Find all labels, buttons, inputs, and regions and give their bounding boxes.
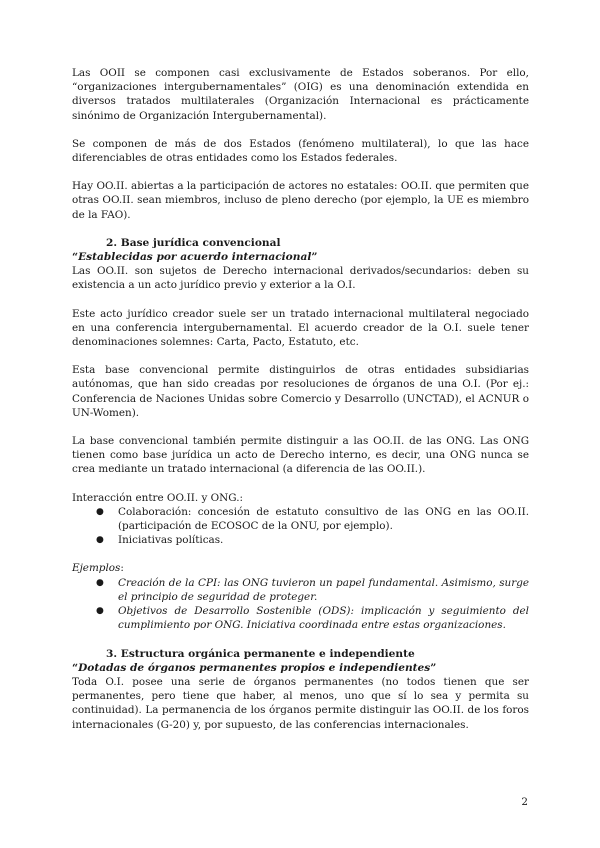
section-2-paragraph-3: Esta base convencional permite distinguirlos de otras entidades subsidiarias autónomas, que han sido creadas por resoluciones de órganos de una O.I. (Por ej.: Conferencia de Naciones Unidas sobre Comercio y Desarrollo (UNCTAD), el ACNUR o UN-Women). [72, 364, 529, 419]
examples-title: Ejemplos: [72, 562, 124, 575]
section-2-paragraph-2: Este acto jurídico creador suele ser un tratado internacional multilateral negociado en una conferencia intergubernamental. El acuerdo creador de la O.I. suele tener denominaciones solemnes: Carta, Pacto, Estatuto, etc. [72, 307, 529, 349]
list-item: ● Creación de la CPI: las ONG tuvieron un papel fundamental. Asimismo, surge el principio de seguridad de proteger. [96, 576, 529, 603]
document-page [72, 66, 529, 732]
examples-list [72, 576, 529, 633]
bullet-icon: ● [96, 506, 104, 517]
section-2-paragraph-1: Las OO.II. son sujetos de Derecho internacional derivados/secundarios: deben su existencia a un acto jurídico previo y exterior a la O.I. [72, 265, 529, 292]
section-3-paragraph-1: Toda O.I. posee una serie de órganos permanentes (no todos tienen que ser permanentes, pero tiene que haber, al menos, uno que sí lo sea y permita su continuidad). La permanencia de los órganos permite distinguir las OO.II. de los foros internacionales (G-20) y, por supuesto, de las conferencias internacionales. [72, 675, 529, 731]
section-2-paragraph-4: La base convencional también permite distinguir a las OO.II. de las ONG. Las ONG tienen como base jurídica un acto de Derecho interno, es decir, una ONG nunca se crea mediante un tratado internacional (a diferencia de las OO.II.). [72, 435, 529, 476]
page-number: 2 [521, 796, 528, 808]
interaction-list [72, 505, 529, 548]
section-2-quote: “Establecidas por acuerdo internacional” [72, 251, 318, 264]
section-3-quote: “Dotadas de órganos permanentes propios e independientes” [72, 661, 437, 674]
intro-paragraph-2: Se componen de más de dos Estados (fenómeno multilateral), lo que las hace diferenciables de otras entidades como los Estados federales. [72, 137, 529, 165]
intro-paragraph-3: Hay OO.II. abiertas a la participación de actores no estatales: OO.II. que permiten que otras OO.II. sean miembros, incluso de pleno derecho (por ejemplo, la UE es miembro de la FAO). [72, 180, 529, 221]
bullet-icon: ● [96, 535, 104, 546]
section-3-heading: 3. Estructura orgánica permanente e independiente [106, 647, 415, 660]
bullet-icon: ● [96, 577, 104, 588]
interaction-title: Interacción entre OO.II. y ONG.: [72, 491, 243, 504]
list-item: ● Colaboración: concesión de estatuto consultivo de las ONG en las OO.II. (participación de ECOSOC de la ONU, por ejemplo). [96, 505, 529, 533]
list-item: ● Objetivos de Desarrollo Sostenible (ODS): implicación y seguimiento del cumplimiento por ONG. Iniciativa coordinada entre estas organizaciones. [96, 605, 529, 632]
intro-paragraph-1: Las OOII se componen casi exclusivamente de Estados soberanos. Por ello, “organizaciones intergubernamentales” (OIG) es una denominación extendida en diversos tratados multilaterales (Organización Internacional es prácticamente sinónimo de Organización Intergubernamental). [72, 67, 529, 122]
list-item: ● Iniciativas políticas. [96, 534, 224, 547]
bullet-icon: ● [96, 606, 104, 617]
section-2-heading: 2. Base jurídica convencional [106, 236, 281, 249]
